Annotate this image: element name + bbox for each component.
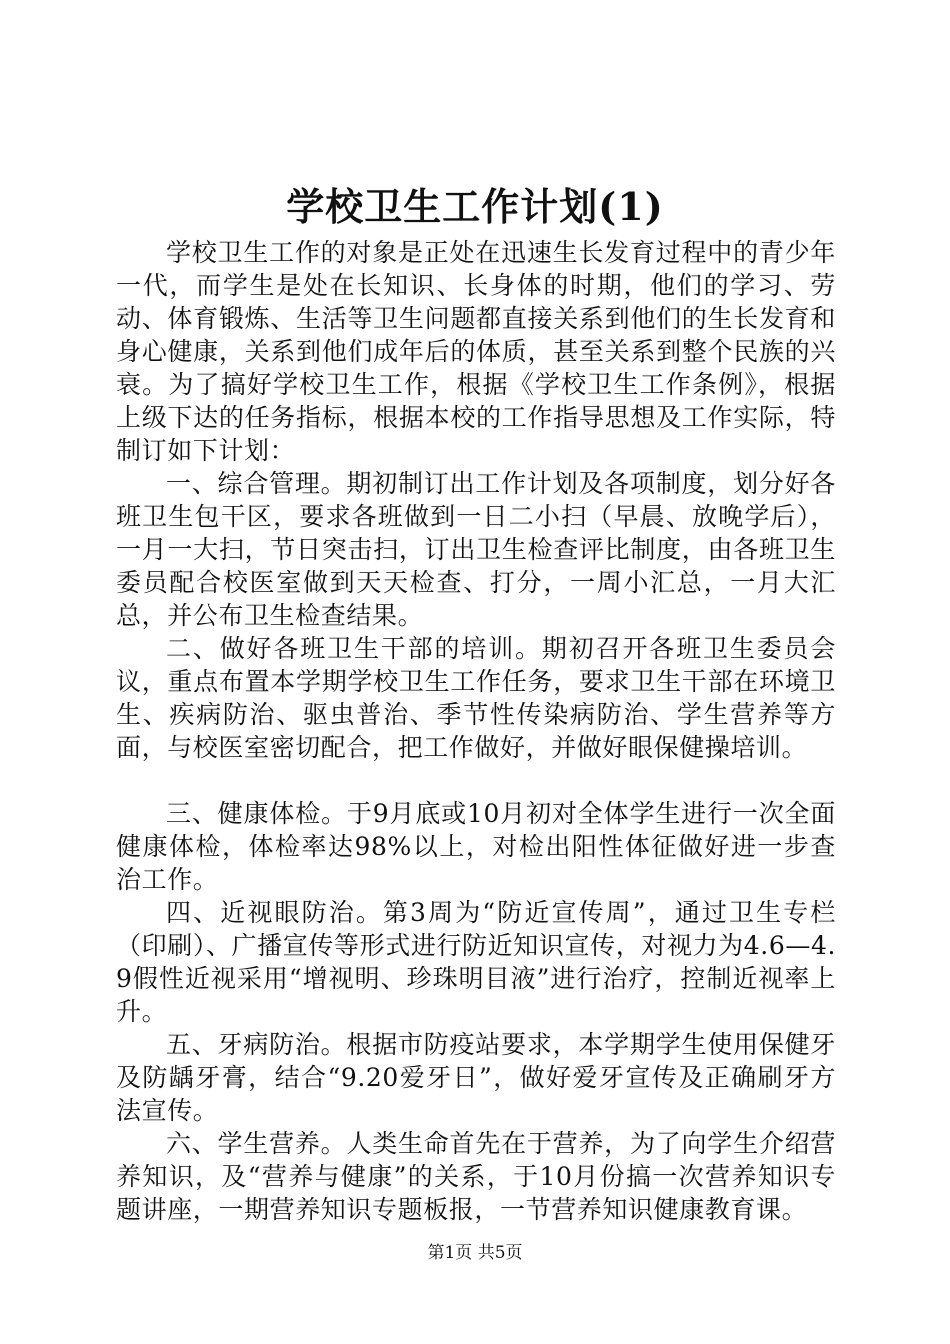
paragraph-health-checkup: 三、健康体检。于9月底或10月初对全体学生进行一次全面健康体检，体检率达98%以上，对检出阳性体征做好进一步查治工作。 [116, 799, 836, 894]
paragraph-dental-prevention: 五、牙病防治。根据市防疫站要求，本学期学生使用保健牙及防龋牙膏，结合“9.20爱牙日”，做好爱牙宣传及正确刷牙方法宣传。 [116, 1030, 836, 1125]
document-body [116, 236, 836, 1226]
page-number-footer: 第1页 共5页 [427, 1243, 523, 1263]
paragraph-general-management: 一、综合管理。期初制订出工作计划及各项制度，划分好各班卫生包干区，要求各班做到一日二小扫（早晨、放晚学后），一月一大扫，节日突击扫，订出卫生检查评比制度，由各班卫生委员配合校医室做到天天检查、打分，一周小汇总，一月大汇总，并公布卫生检查结果。 [116, 469, 836, 630]
paragraph-health-staff-training: 二、做好各班卫生干部的培训。期初召开各班卫生委员会议，重点布置本学期学校卫生工作任务，要求卫生干部在环境卫生、疾病防治、驱虫普治、季节性传染病防治、学生营养等方面，与校医室密切配合，把工作做好，并做好眼保健操培训。 [116, 634, 836, 762]
document-title: 学校卫生工作计划(1) [286, 184, 664, 229]
paragraph-myopia-prevention: 四、近视眼防治。第3周为“防近宣传周”，通过卫生专栏（印刷）、广播宣传等形式进行防近知识宣传，对视力为4.6—4.9假性近视采用“增视明、珍珠明目液”进行治疗，控制近视率上升。 [116, 898, 836, 1026]
paragraph-student-nutrition: 六、学生营养。人类生命首先在于营养，为了向学生介绍营养知识，及“营养与健康”的关系，于10月份搞一次营养知识专题讲座，一期营养知识专题板报，一节营养知识健康教育课。 [116, 1129, 836, 1224]
paragraph-intro: 学校卫生工作的对象是正处在迅速生长发育过程中的青少年一代，而学生是处在长知识、长身体的时期，他们的学习、劳动、体育锻炼、生活等卫生问题都直接关系到他们的生长发育和身心健康，关系到他们成年后的体质，甚至关系到整个民族的兴衰。为了搞好学校卫生工作，根据《学校卫生工作条例》，根据上级下达的任务指标，根据本校的工作指导思想及工作实际，特制订如下计划： [116, 238, 836, 465]
